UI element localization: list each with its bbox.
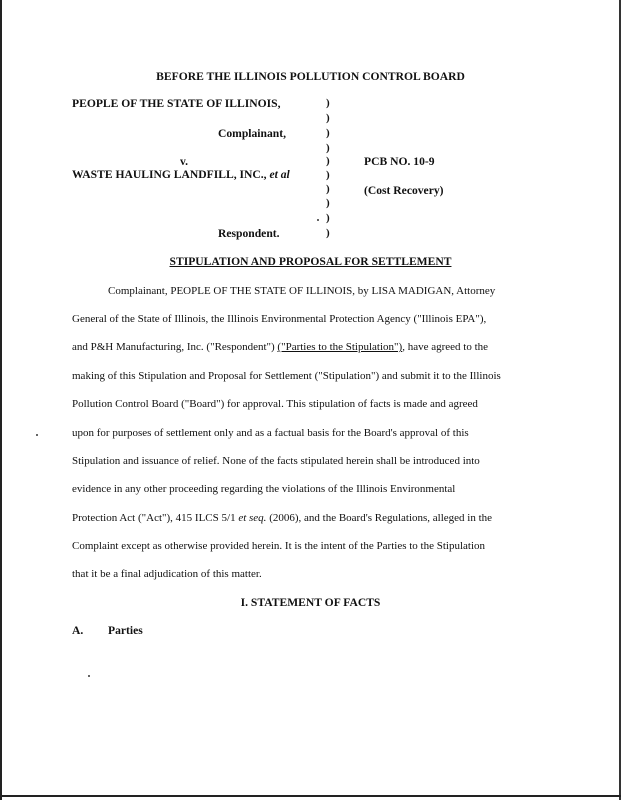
scan-speck	[36, 434, 38, 436]
versus: v.	[180, 155, 189, 168]
caption-paren: )	[326, 183, 330, 195]
body-line-3: and P&H Manufacturing, Inc. ("Respondent") ("Parties to the Stipulation"), have agreed to the	[72, 341, 489, 353]
caption-paren: )	[326, 97, 330, 109]
body-line-5: Pollution Control Board ("Board") for approval. This stipulation of facts is made and agreed	[72, 398, 478, 410]
body-line-9: Protection Act ("Act"), 415 ILCS 5/1 et seq. (2006), and the Board's Regulations, alleged in the	[72, 512, 493, 524]
scan-speck	[88, 675, 90, 677]
document-title: STIPULATION AND PROPOSAL FOR SETTLEMENT	[169, 255, 452, 268]
body-line-2: General of the State of Illinois, the Illinois Environmental Protection Agency ("Illinois EPA"),	[72, 313, 487, 325]
defendant-name: WASTE HAULING LANDFILL, INC., et al	[72, 168, 290, 181]
caption-paren: )	[326, 155, 330, 167]
body-line-4: making of this Stipulation and Proposal for Settlement ("Stipulation") and submit it to the Illinois	[72, 370, 501, 382]
case-type: (Cost Recovery)	[364, 184, 444, 197]
body-line-1: Complainant, PEOPLE OF THE STATE OF ILLINOIS, by LISA MADIGAN, Attorney	[108, 285, 496, 297]
body-line-7: Stipulation and issuance of relief. None of the facts stipulated herein shall be introduced into	[72, 455, 480, 467]
scan-edge-left	[0, 0, 2, 800]
body-line-8: evidence in any other proceeding regarding the violations of the Illinois Environmental	[72, 483, 456, 495]
et-seq: et seq.	[238, 512, 267, 524]
plaintiff-role: Complainant,	[218, 127, 286, 140]
plaintiff-name: PEOPLE OF THE STATE OF ILLINOIS,	[72, 97, 281, 110]
section-heading: I. STATEMENT OF FACTS	[240, 596, 381, 609]
case-number: PCB NO. 10-9	[364, 155, 435, 168]
body-line-10: Complaint except as otherwise provided herein. It is the intent of the Parties to the Stipulation	[72, 540, 486, 552]
caption-paren: )	[326, 169, 330, 181]
subsection-title: Parties	[108, 624, 143, 637]
defendant-role: Respondent.	[218, 227, 280, 240]
caption-paren: )	[326, 127, 330, 139]
scan-edge-bottom	[0, 795, 621, 797]
caption-paren: )	[326, 142, 330, 154]
body-line-11: that it be a final adjudication of this matter.	[72, 568, 262, 580]
caption-paren: )	[326, 112, 330, 124]
scan-speck	[317, 219, 319, 221]
caption-paren: )	[326, 197, 330, 209]
parties-defined-term: ("Parties to the Stipulation")	[277, 341, 403, 353]
subsection-letter: A.	[72, 624, 84, 637]
defendant-suffix: et al	[269, 168, 290, 181]
board-heading: BEFORE THE ILLINOIS POLLUTION CONTROL BOARD	[156, 70, 465, 83]
body-line-6: upon for purposes of settlement only and as a factual basis for the Board's approval of this	[72, 427, 469, 439]
caption-paren: )	[326, 227, 330, 239]
caption-paren: )	[326, 212, 330, 224]
